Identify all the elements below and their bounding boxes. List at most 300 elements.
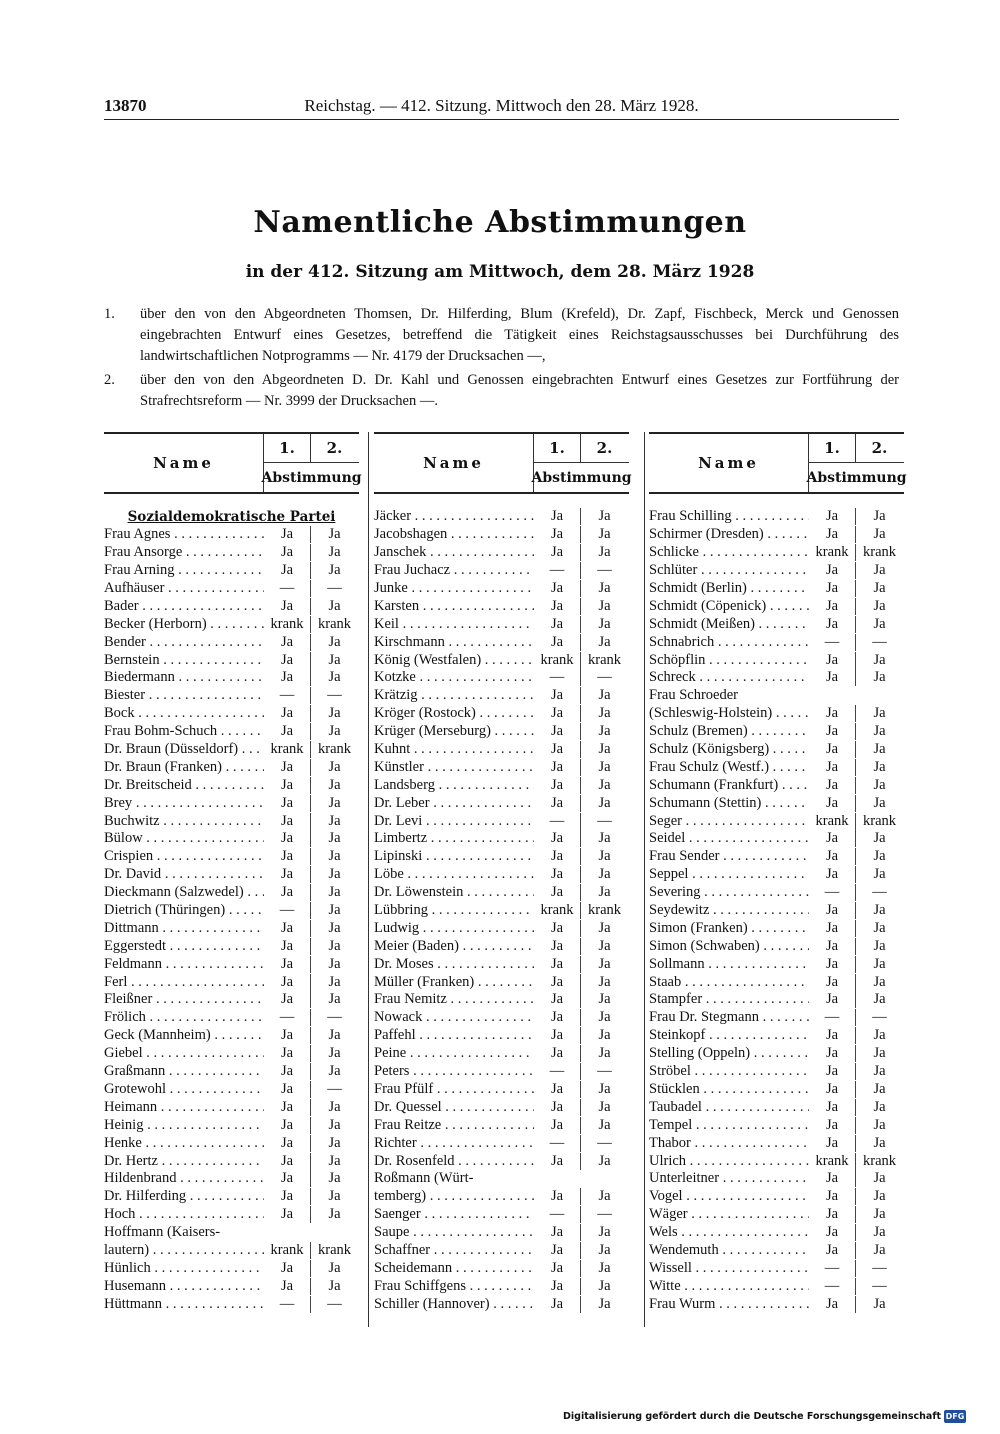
- vote-2-cell: Ja: [328, 1277, 341, 1294]
- member-name: Dittmann . . .: [104, 920, 264, 937]
- member-name: Tempel . . .: [649, 1117, 809, 1134]
- table-row: [374, 705, 629, 723]
- member-name: Kirschmann . . .: [374, 634, 534, 651]
- vote-2-cell: Ja: [873, 741, 886, 758]
- vote-2-cell: —: [872, 1277, 887, 1294]
- member-name: Peters . . .: [374, 1063, 534, 1080]
- vote-2-cell: —: [327, 1009, 342, 1026]
- vote-1-cell: Ja: [534, 866, 581, 883]
- member-name: Eggerstedt . . .: [104, 938, 264, 955]
- vote-1-cell: Ja: [264, 759, 311, 776]
- table-row: [374, 526, 629, 544]
- vote-2-cell: Ja: [328, 758, 341, 775]
- table-header: [649, 432, 907, 494]
- table-row: [649, 955, 904, 973]
- table-row: [104, 848, 359, 866]
- vote-1-cell: Ja: [264, 562, 311, 579]
- table-row: [649, 1170, 904, 1188]
- vote-2-cell: krank: [862, 1152, 896, 1169]
- member-name: Dieckmann (Salzwedel) . . .: [104, 884, 264, 901]
- vote-1-cell: Ja: [809, 669, 856, 686]
- vote-2-cell: Ja: [598, 1259, 611, 1276]
- member-name: Becker (Herborn) . . .: [104, 616, 264, 633]
- vote-2-cell: Ja: [328, 562, 341, 579]
- vote-2-cell: —: [597, 1134, 612, 1151]
- vote-1-cell: Ja: [534, 1045, 581, 1062]
- vote-items: [104, 304, 899, 415]
- header-votes-label: Abstimmung: [806, 469, 907, 486]
- vote-1-cell: Ja: [534, 1153, 581, 1170]
- member-name: Steinkopf . . .: [649, 1027, 809, 1044]
- header-vote-1: 1.: [809, 434, 856, 462]
- vote-2-cell: Ja: [328, 830, 341, 847]
- vote-2-cell: —: [327, 687, 342, 704]
- vote-2-cell: —: [327, 1080, 342, 1097]
- vote-2-cell: krank: [587, 902, 621, 919]
- table-row: [374, 919, 629, 937]
- member-name: Jacobshagen . . .: [374, 526, 534, 543]
- member-name: lautern) . . .: [104, 1242, 264, 1259]
- member-name: Ströbel . . .: [649, 1063, 809, 1080]
- table-row: [104, 955, 359, 973]
- table-row: [104, 1045, 359, 1063]
- header-vote-1: 1.: [534, 434, 581, 462]
- vote-2-cell: Ja: [598, 1241, 611, 1258]
- member-name: Schmidt (Meißen) . . .: [649, 616, 809, 633]
- vote-1-cell: Ja: [809, 1170, 856, 1187]
- member-name: Feldmann . . .: [104, 956, 264, 973]
- vote-2-cell: Ja: [328, 794, 341, 811]
- vote-2-cell: —: [597, 812, 612, 829]
- vote-2-cell: Ja: [328, 544, 341, 561]
- vote-2-cell: Ja: [328, 919, 341, 936]
- member-name: Wendemuth . . .: [649, 1242, 809, 1259]
- vote-2-cell: krank: [317, 615, 351, 632]
- vote-1-cell: Ja: [534, 616, 581, 633]
- member-name: Löbe . . .: [374, 866, 534, 883]
- member-name: Dr. Leber . . .: [374, 795, 534, 812]
- vote-1-cell: Ja: [264, 974, 311, 991]
- member-name: Künstler . . .: [374, 759, 534, 776]
- table-row: [374, 1242, 629, 1260]
- member-name: Frau Ansorge . . .: [104, 544, 264, 561]
- vote-2-cell: Ja: [873, 919, 886, 936]
- table-row: [649, 1081, 904, 1099]
- party-heading-row: [104, 508, 359, 526]
- member-name: Bender . . .: [104, 634, 264, 651]
- vote-1-cell: Ja: [264, 938, 311, 955]
- vote-2-cell: Ja: [873, 1098, 886, 1115]
- vote-1-cell: Ja: [809, 902, 856, 919]
- vote-2-cell: Ja: [598, 544, 611, 561]
- vote-2-cell: Ja: [873, 669, 886, 686]
- vote-1-cell: —: [264, 1009, 311, 1026]
- vote-1-cell: —: [809, 884, 856, 901]
- table-row: [374, 1116, 629, 1134]
- vote-2-cell: Ja: [598, 723, 611, 740]
- vote-2-cell: Ja: [873, 562, 886, 579]
- member-name: Kröger (Rostock) . . .: [374, 705, 534, 722]
- vote-2-cell: Ja: [873, 705, 886, 722]
- member-name: Bernstein . . .: [104, 652, 264, 669]
- table-row: [374, 1188, 629, 1206]
- vote-1-cell: —: [809, 1009, 856, 1026]
- vote-2-cell: Ja: [873, 1170, 886, 1187]
- vote-2-cell: Ja: [598, 526, 611, 543]
- vote-1-cell: krank: [534, 902, 581, 919]
- vote-1-cell: Ja: [534, 705, 581, 722]
- vote-2-cell: Ja: [598, 955, 611, 972]
- table-row: [649, 597, 904, 615]
- member-name: Severing . . .: [649, 884, 809, 901]
- table-row: [649, 562, 904, 580]
- vote-2-cell: Ja: [873, 955, 886, 972]
- header-votes: [531, 434, 632, 492]
- vote-1-cell: Ja: [809, 848, 856, 865]
- member-name: Dr. Breitscheid . . .: [104, 777, 264, 794]
- vote-2-cell: Ja: [873, 758, 886, 775]
- vote-1-cell: Ja: [264, 848, 311, 865]
- table-column-2: [374, 432, 632, 1327]
- member-name: Frau Juchacz . . .: [374, 562, 534, 579]
- table-row: [104, 1027, 359, 1045]
- vote-1-cell: Ja: [809, 705, 856, 722]
- vote-1-cell: Ja: [264, 723, 311, 740]
- member-name: König (Westfalen) . . .: [374, 652, 534, 669]
- table-row: [649, 1206, 904, 1224]
- table-row: [104, 1224, 359, 1242]
- vote-1-cell: Ja: [264, 884, 311, 901]
- vote-1-cell: Ja: [534, 1224, 581, 1241]
- table-row: [649, 1027, 904, 1045]
- vote-2-cell: Ja: [328, 526, 341, 543]
- vote-1-cell: krank: [264, 1242, 311, 1259]
- vote-2-cell: Ja: [328, 937, 341, 954]
- member-name: Richter . . .: [374, 1135, 534, 1152]
- vote-2-cell: Ja: [873, 615, 886, 632]
- table-row: [374, 866, 629, 884]
- vote-1-cell: Ja: [534, 634, 581, 651]
- running-title: Reichstag. — 412. Sitzung. Mittwoch den 28. März 1928.: [304, 95, 699, 115]
- table-row: [104, 1188, 359, 1206]
- vote-1-cell: Ja: [264, 991, 311, 1008]
- table-row: [104, 1152, 359, 1170]
- vote-1-cell: Ja: [264, 920, 311, 937]
- table-row: [374, 723, 629, 741]
- table-row: [374, 1170, 629, 1188]
- vote-2-cell: Ja: [328, 633, 341, 650]
- vote-1-cell: Ja: [809, 1224, 856, 1241]
- member-name: Staab . . .: [649, 974, 809, 991]
- header-vote-2: 2.: [326, 439, 343, 457]
- table-row: [374, 902, 629, 920]
- vote-2-cell: Ja: [598, 884, 611, 901]
- member-name: Grotewohl . . .: [104, 1081, 264, 1098]
- member-name: Dr. Löwenstein . . .: [374, 884, 534, 901]
- vote-2-cell: Ja: [328, 812, 341, 829]
- vote-2-cell: Ja: [873, 1188, 886, 1205]
- vote-2-cell: Ja: [598, 1098, 611, 1115]
- table-row: [649, 669, 904, 687]
- vote-1-cell: Ja: [264, 1278, 311, 1295]
- member-name: Henke . . .: [104, 1135, 264, 1152]
- member-name: Dr. Moses . . .: [374, 956, 534, 973]
- vote-1-cell: Ja: [264, 1045, 311, 1062]
- header-name: Name: [104, 434, 264, 492]
- table-row: [649, 758, 904, 776]
- vote-1-cell: Ja: [534, 1278, 581, 1295]
- vote-2-cell: Ja: [873, 651, 886, 668]
- table-row: [104, 902, 359, 920]
- table-row: [374, 687, 629, 705]
- table-row: [649, 830, 904, 848]
- table-row: [649, 1295, 904, 1313]
- vote-1-cell: Ja: [534, 1027, 581, 1044]
- vote-1-cell: Ja: [264, 634, 311, 651]
- table-row: [104, 973, 359, 991]
- running-head: [104, 92, 899, 120]
- member-name: Aufhäuser . . .: [104, 580, 264, 597]
- member-name: Stücklen . . .: [649, 1081, 809, 1098]
- member-name: Frau Dr. Stegmann . . .: [649, 1009, 809, 1026]
- table-row: [374, 1277, 629, 1295]
- party-heading: Sozialdemokratische Partei: [127, 508, 336, 525]
- table-row: [104, 1277, 359, 1295]
- vote-1-cell: Ja: [809, 1027, 856, 1044]
- member-name: Simon (Schwaben) . . .: [649, 938, 809, 955]
- vote-1-cell: Ja: [264, 1170, 311, 1187]
- vote-item: [104, 370, 899, 412]
- vote-1-cell: Ja: [809, 1081, 856, 1098]
- vote-2-cell: Ja: [328, 902, 341, 919]
- member-name: Ferl . . .: [104, 974, 264, 991]
- member-name: Krüger (Merseburg) . . .: [374, 723, 534, 740]
- table-row: [374, 973, 629, 991]
- table-row: [649, 1045, 904, 1063]
- member-name: Lübbring . . .: [374, 902, 534, 919]
- vote-1-cell: Ja: [534, 1117, 581, 1134]
- vote-1-cell: Ja: [534, 830, 581, 847]
- table-row: [104, 544, 359, 562]
- table-row: [104, 1081, 359, 1099]
- member-name: Biester . . .: [104, 687, 264, 704]
- vote-2-cell: Ja: [598, 848, 611, 865]
- vote-1-cell: Ja: [809, 598, 856, 615]
- table-row: [374, 937, 629, 955]
- table-row: [374, 651, 629, 669]
- table-row: [374, 580, 629, 598]
- vote-1-cell: Ja: [264, 1153, 311, 1170]
- vote-2-cell: Ja: [873, 723, 886, 740]
- vote-2-cell: Ja: [328, 991, 341, 1008]
- vote-2-cell: Ja: [598, 633, 611, 650]
- member-name: Schumann (Stettin) . . .: [649, 795, 809, 812]
- vote-1-cell: Ja: [809, 759, 856, 776]
- member-name: Seydewitz . . .: [649, 902, 809, 919]
- table-row: [649, 1277, 904, 1295]
- member-name: Taubadel . . .: [649, 1099, 809, 1116]
- member-name: Dr. Quessel . . .: [374, 1099, 534, 1116]
- vote-2-cell: Ja: [328, 1188, 341, 1205]
- table-row: [374, 1259, 629, 1277]
- member-name: Husemann . . .: [104, 1278, 264, 1295]
- member-name: Paffehl . . .: [374, 1027, 534, 1044]
- table-row: [649, 508, 904, 526]
- vote-1-cell: Ja: [534, 974, 581, 991]
- table-row: [374, 1009, 629, 1027]
- member-name: Ulrich . . .: [649, 1153, 809, 1170]
- vote-1-cell: krank: [264, 616, 311, 633]
- vote-2-cell: Ja: [873, 1134, 886, 1151]
- table-row: [104, 1259, 359, 1277]
- table-row: [374, 1027, 629, 1045]
- member-name: Schulz (Bremen) . . .: [649, 723, 809, 740]
- member-name: Fleißner . . .: [104, 991, 264, 1008]
- table-row: [104, 687, 359, 705]
- vote-1-cell: Ja: [534, 920, 581, 937]
- vote-1-cell: —: [534, 1206, 581, 1223]
- vote-2-cell: krank: [317, 741, 351, 758]
- member-name: Wels . . .: [649, 1224, 809, 1241]
- vote-2-cell: Ja: [598, 937, 611, 954]
- table-row: [104, 830, 359, 848]
- header-vote-2: 2.: [596, 439, 613, 457]
- vote-2-cell: —: [872, 1009, 887, 1026]
- vote-1-cell: Ja: [534, 777, 581, 794]
- vote-2-cell: Ja: [598, 919, 611, 936]
- vote-2-cell: Ja: [598, 1277, 611, 1294]
- table-row: [104, 794, 359, 812]
- vote-2-cell: Ja: [873, 597, 886, 614]
- member-name: Frau Sender . . .: [649, 848, 809, 865]
- table-row: [104, 741, 359, 759]
- vote-1-cell: Ja: [534, 991, 581, 1008]
- table-row: [649, 973, 904, 991]
- vote-2-cell: krank: [862, 544, 896, 561]
- vote-1-cell: krank: [809, 1153, 856, 1170]
- member-name: Müller (Franken) . . .: [374, 974, 534, 991]
- table-row: [649, 1134, 904, 1152]
- vote-1-cell: Ja: [534, 956, 581, 973]
- vote-1-cell: Ja: [534, 741, 581, 758]
- table-row: [649, 1098, 904, 1116]
- vote-1-cell: Ja: [534, 884, 581, 901]
- table-row: [649, 776, 904, 794]
- table-column-3: [649, 432, 907, 1327]
- table-row: [649, 723, 904, 741]
- table-row: [104, 705, 359, 723]
- table-row: [374, 597, 629, 615]
- table-row: [649, 884, 904, 902]
- member-name: Limbertz . . .: [374, 830, 534, 847]
- member-name: Thabor . . .: [649, 1135, 809, 1152]
- vote-1-cell: —: [264, 1296, 311, 1313]
- vote-1-cell: Ja: [264, 1135, 311, 1152]
- vote-1-cell: Ja: [264, 1027, 311, 1044]
- table-row: [104, 919, 359, 937]
- table-row: [374, 1295, 629, 1313]
- vote-2-cell: —: [597, 669, 612, 686]
- member-name: Wäger . . .: [649, 1206, 809, 1223]
- vote-1-cell: —: [534, 669, 581, 686]
- vote-2-cell: Ja: [598, 1188, 611, 1205]
- member-name: Bülow . . .: [104, 830, 264, 847]
- table-row: [374, 991, 629, 1009]
- vote-2-cell: Ja: [328, 1259, 341, 1276]
- member-name: (Schleswig-Holstein) . . .: [649, 705, 809, 722]
- vote-1-cell: krank: [534, 652, 581, 669]
- member-name: Hildenbrand . . .: [104, 1170, 264, 1187]
- vote-1-cell: Ja: [809, 1135, 856, 1152]
- member-name: Peine . . .: [374, 1045, 534, 1062]
- member-name: Heimann . . .: [104, 1099, 264, 1116]
- vote-1-cell: Ja: [809, 777, 856, 794]
- vote-2-cell: Ja: [598, 597, 611, 614]
- vote-1-cell: Ja: [264, 1188, 311, 1205]
- table-row: [104, 723, 359, 741]
- vote-2-cell: Ja: [598, 705, 611, 722]
- vote-2-cell: Ja: [328, 973, 341, 990]
- member-name: Dr. Braun (Franken) . . .: [104, 759, 264, 776]
- table-row: [649, 1259, 904, 1277]
- member-name: Frau Schilling . . .: [649, 508, 809, 525]
- member-name: Keil . . .: [374, 616, 534, 633]
- table-row: [649, 1009, 904, 1027]
- vote-1-cell: Ja: [809, 741, 856, 758]
- vote-1-cell: —: [809, 634, 856, 651]
- vote-1-cell: Ja: [264, 669, 311, 686]
- table-row: [104, 1170, 359, 1188]
- vote-1-cell: Ja: [809, 866, 856, 883]
- vote-2-cell: Ja: [873, 794, 886, 811]
- vote-1-cell: —: [809, 1278, 856, 1295]
- vote-2-cell: —: [872, 1259, 887, 1276]
- table-row: [104, 526, 359, 544]
- member-name: Hoch . . .: [104, 1206, 264, 1223]
- table-row: [649, 902, 904, 920]
- vote-2-cell: Ja: [328, 955, 341, 972]
- vote-1-cell: Ja: [809, 1296, 856, 1313]
- vote-2-cell: Ja: [873, 848, 886, 865]
- vote-1-cell: —: [534, 1063, 581, 1080]
- vote-1-cell: Ja: [264, 813, 311, 830]
- member-name: Frölich . . .: [104, 1009, 264, 1026]
- table-row: [104, 669, 359, 687]
- table-row: [649, 991, 904, 1009]
- member-name: Dr. Braun (Düsseldorf) . . .: [104, 741, 264, 758]
- member-name: Janschek . . .: [374, 544, 534, 561]
- table-row: [649, 651, 904, 669]
- item-number: 1.: [104, 306, 115, 322]
- member-name: Seidel . . .: [649, 830, 809, 847]
- vote-2-cell: Ja: [598, 794, 611, 811]
- vote-2-cell: Ja: [873, 1295, 886, 1312]
- member-name: Scheidemann . . .: [374, 1260, 534, 1277]
- header-votes: [806, 434, 907, 492]
- table-row: [374, 1206, 629, 1224]
- vote-1-cell: Ja: [264, 598, 311, 615]
- member-name: Karsten . . .: [374, 598, 534, 615]
- vote-2-cell: Ja: [328, 705, 341, 722]
- table-row: [374, 741, 629, 759]
- table-row: [649, 1116, 904, 1134]
- table-header: [374, 432, 632, 494]
- vote-1-cell: Ja: [809, 652, 856, 669]
- member-name: Junke . . .: [374, 580, 534, 597]
- table-row: [104, 633, 359, 651]
- table-row: [374, 1224, 629, 1242]
- member-name: Frau Reitze . . .: [374, 1117, 534, 1134]
